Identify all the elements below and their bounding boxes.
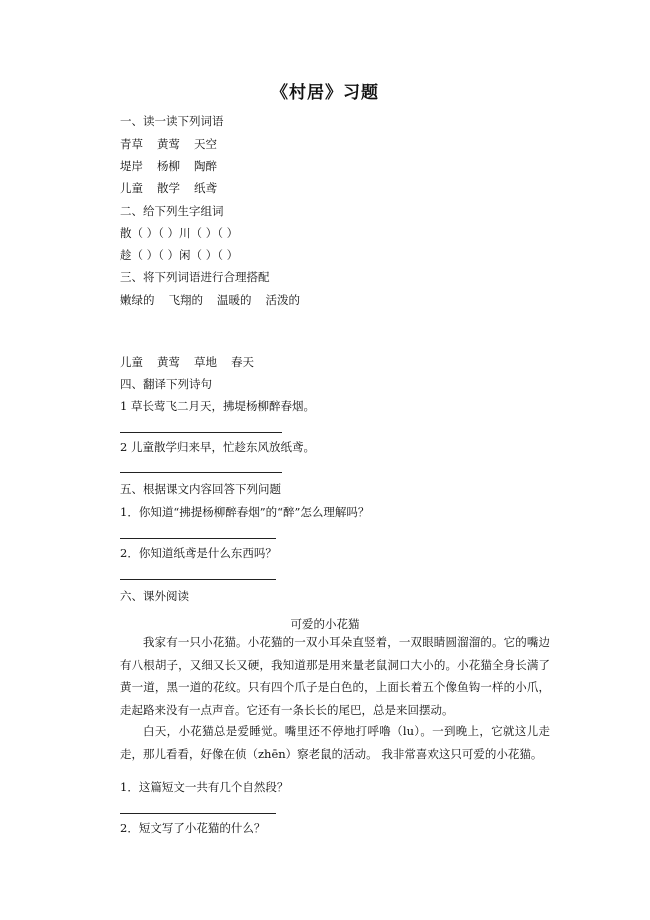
poem-line-1: 1 草长莺飞二月天，拂堤杨柳醉春烟。 <box>120 399 315 413</box>
word: 青草 <box>120 137 143 151</box>
word: 黄莺 <box>157 137 180 151</box>
adjective: 嫩绿的 <box>120 293 155 307</box>
question-5-1: 1．你知道“拂提杨柳醉春烟”的“醉”怎么理解吗？ <box>120 505 370 519</box>
section-1-heading: 一、读一读下列词语 <box>120 114 224 128</box>
story-title: 可爱的小花猫 <box>290 617 360 631</box>
answer-line <box>120 813 276 814</box>
word: 儿童 <box>120 181 143 195</box>
noun: 草地 <box>194 355 217 369</box>
poem-line-2: 2 儿童散学归来早，忙趁东风放纸鸢。 <box>120 440 315 454</box>
word-row-3 <box>120 181 217 195</box>
section-5-heading: 五、根据课文内容回答下列问题 <box>120 482 281 496</box>
section-4-heading: 四、翻译下列诗句 <box>120 377 212 391</box>
word: 散学 <box>157 181 180 195</box>
noun: 黄莺 <box>157 355 180 369</box>
word-building-row-1: 散（ ）（ ）川（ ）（ ） <box>120 226 239 240</box>
answer-line <box>120 579 276 580</box>
section-6-heading: 六、课外阅读 <box>120 589 189 603</box>
noun: 儿童 <box>120 355 143 369</box>
word-row-2 <box>120 159 217 173</box>
word-building-row-2: 趁（ ）（ ）闲（ ）（ ） <box>120 248 239 262</box>
word: 天空 <box>194 137 217 151</box>
word-row-1 <box>120 137 217 151</box>
word: 陶醉 <box>194 159 217 173</box>
matching-row-nouns <box>120 355 254 369</box>
question-6-1: 1．这篇短文一共有几个自然段？ <box>120 780 289 794</box>
answer-line <box>120 472 282 473</box>
page-title: 《村居》习题 <box>271 83 379 103</box>
story-paragraph-1: 我家有一只小花猫。小花猫的一双小耳朵直竖着，一双眼睛圆溜溜的。它的嘴边有八根胡子，又细又长又硬，我知道那是用来量老鼠洞口大小的。小花猫全身长满了黄一道，黑一道的花纹。只有四个爪子是白色的，上面长着五个像鱼钩一样的小爪，走起路来没有一点声音。它还有一条长长的尾巴，总是来回摆动。 <box>120 635 550 717</box>
question-6-2: 2．短文写了小花猫的什么？ <box>120 821 266 835</box>
section-3-heading: 三、将下列词语进行合理搭配 <box>120 270 270 284</box>
answer-line <box>120 432 282 433</box>
word: 杨柳 <box>157 159 180 173</box>
noun: 春天 <box>231 355 254 369</box>
question-5-2: 2．你知道纸鸢是什么东西吗？ <box>120 546 277 560</box>
story-paragraph-2: 白天，小花猫总是爱睡觉。嘴里还不停地打呼噜（lu）。一到晚上，它就这儿走走，那儿看看，好像在侦（zhēn）察老鼠的活动。 我非常喜欢这只可爱的小花猫。 <box>120 724 550 761</box>
adjective: 温暖的 <box>217 293 252 307</box>
matching-row-adjectives <box>120 293 300 307</box>
adjective: 活泼的 <box>265 293 300 307</box>
answer-line <box>120 538 276 539</box>
section-2-heading: 二、给下列生字组词 <box>120 204 224 218</box>
adjective: 飞翔的 <box>168 293 203 307</box>
word: 堤岸 <box>120 159 143 173</box>
word: 纸鸢 <box>194 181 217 195</box>
